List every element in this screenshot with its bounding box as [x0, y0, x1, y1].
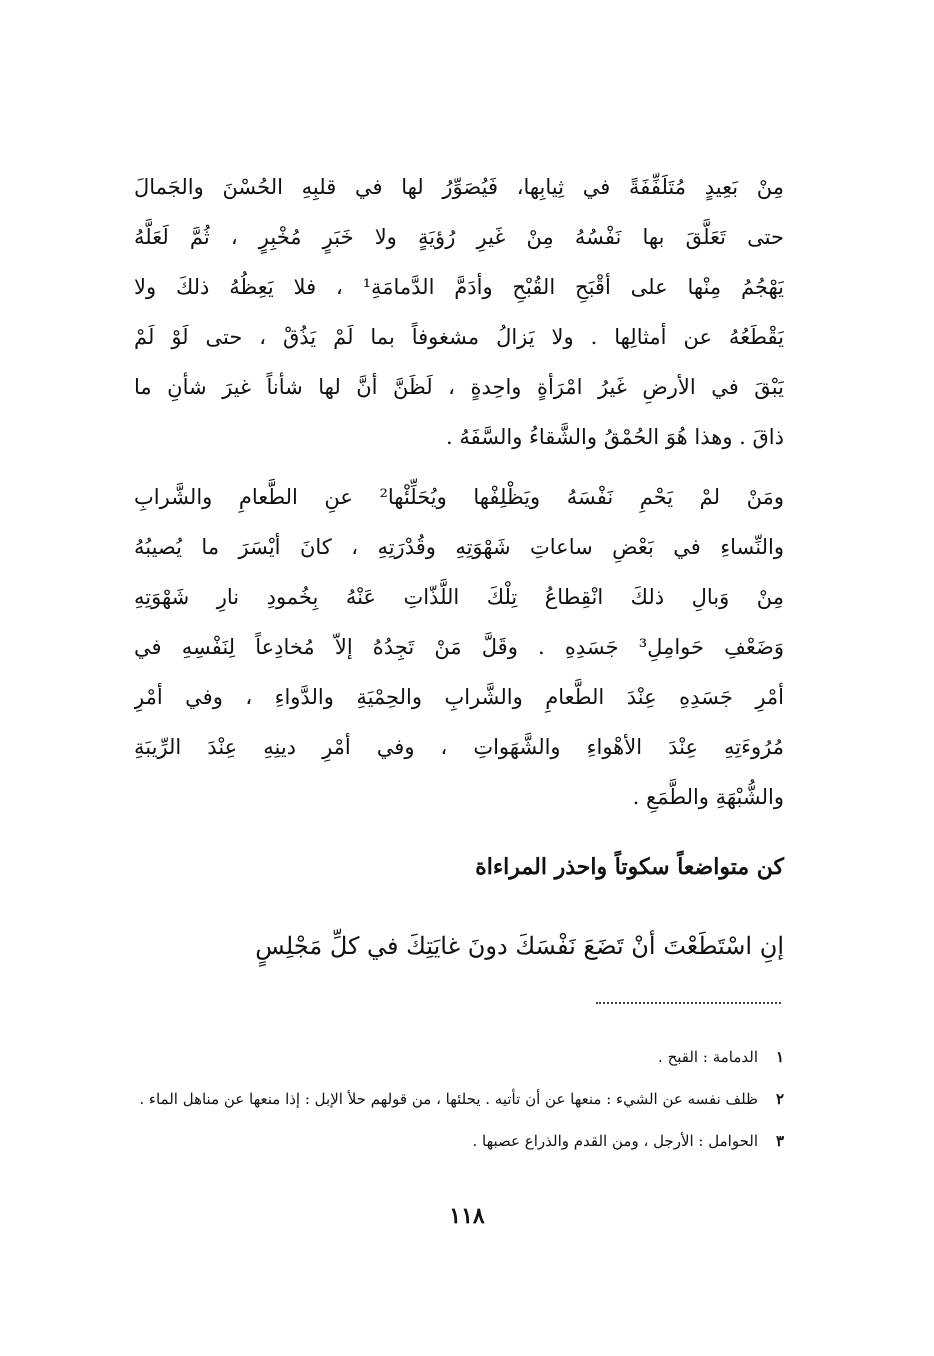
- text-line: يَهْجُمُ مِنْها على أقْبَحِ القُبْحِ وأدَمَّ الدَّمامَةِ¹ ، فلا يَعِظُهُ ذلكَ ولا: [134, 275, 784, 299]
- page-number: ١١٨: [449, 1203, 485, 1229]
- text-line: أمْرِ جَسَدِهِ عِنْدَ الطَّعامِ والشَّرابِ والحِمْيَةِ والدَّواءِ ، وفي أمْرِ: [134, 685, 784, 709]
- text-line: والشُّبْهَةِ والطَّمَعِ .: [632, 785, 784, 809]
- text-line: والنِّساءِ في بَعْضِ ساعاتِ شَهْوَتِهِ وقُدْرَتِهِ ، كانَ أيْسَرَ ما يُصيبُهُ: [134, 535, 784, 559]
- paragraph-gap: [134, 462, 784, 472]
- footnote-1: [124, 1040, 784, 1074]
- footnote-number: ١: [775, 1048, 784, 1066]
- footnote-text: الحوامل : الأرجل ، ومن القدم والذراع عصبها .: [472, 1132, 758, 1150]
- footnote-text: الدمامة : القبح .: [658, 1048, 758, 1066]
- paragraph-2: [134, 472, 784, 822]
- verse-line: إنِ اسْتَطَعْتَ أنْ تَضَعَ نَفْسَكَ دونَ غايَتِكَ في كلِّ مَجْلِسٍ: [255, 932, 784, 960]
- footnote-number: ٣: [775, 1132, 784, 1150]
- text-line: ومَنْ لمْ يَحْمِ نَفْسَهُ ويَظْلِفْها ويُحَلِّئْها² عنِ الطَّعامِ والشَّرابِ: [134, 485, 784, 509]
- paragraph-1: [134, 162, 784, 462]
- text-line: وَضَعْفِ حَوامِلِ³ جَسَدِهِ . وقَلَّ مَنْ تَجِدُهُ إلاّ مُخادِعاً لِنَفْسِهِ في: [134, 635, 784, 659]
- footnote-3: [124, 1124, 784, 1158]
- body-text: [134, 162, 784, 822]
- section-heading: كن متواضعاً سكوتاً واحذر المراءاة: [475, 854, 784, 880]
- footnote-text: ظلف نفسه عن الشيء : منعها عن أن تأتيه . يحلئها ، من قولهم حلأ الإبل : إذا منعها عن مناهل الماء .: [139, 1090, 758, 1108]
- text-line: مِنْ وَبالِ ذلكَ انْقِطاعُ تِلْكَ اللَّذّاتِ عَنْهُ بِخُمودِ نارِ شَهْوَتِهِ: [134, 585, 784, 609]
- footnote-separator: [596, 1002, 781, 1004]
- footnote-number: ٢: [775, 1090, 784, 1108]
- text-line: مُرُوءَتِهِ عِنْدَ الأهْواءِ والشَّهَواتِ ، وفي أمْرِ دينِهِ عِنْدَ الرِّيبَةِ: [134, 735, 784, 759]
- text-line: يَقْطَعُهُ عن أمثالِها . ولا يَزالُ مشغوفاً بما لَمْ يَذُقْ ، حتى لَوْ لَمْ: [134, 325, 784, 349]
- footnote-2: [124, 1082, 784, 1116]
- text-line: ذاقَ . وهذا هُوَ الحُمْقُ والشَّقاءُ والسَّفَهُ .: [446, 425, 784, 449]
- text-line: مِنْ بَعِيدٍ مُتَلَفِّفَةً في ثِيابِها، فَيُصَوِّرُ لها في قلبِهِ الحُسْنَ والجَمالَ: [134, 175, 784, 199]
- text-line: يَبْقَ في الأرضِ غَيرُ امْرَأةٍ واحِدةٍ ، لَظَنَّ أنَّ لها شأناً غيرَ شأنِ ما: [134, 375, 784, 399]
- footnotes: [124, 1040, 784, 1166]
- text-line: حتى تَعَلَّقَ بها نَفْسُهُ مِنْ غَيرِ رُؤيَةٍ ولا خَبَرٍ مُخْبِرٍ ، ثُمَّ لَعَلَّهُ: [134, 225, 784, 249]
